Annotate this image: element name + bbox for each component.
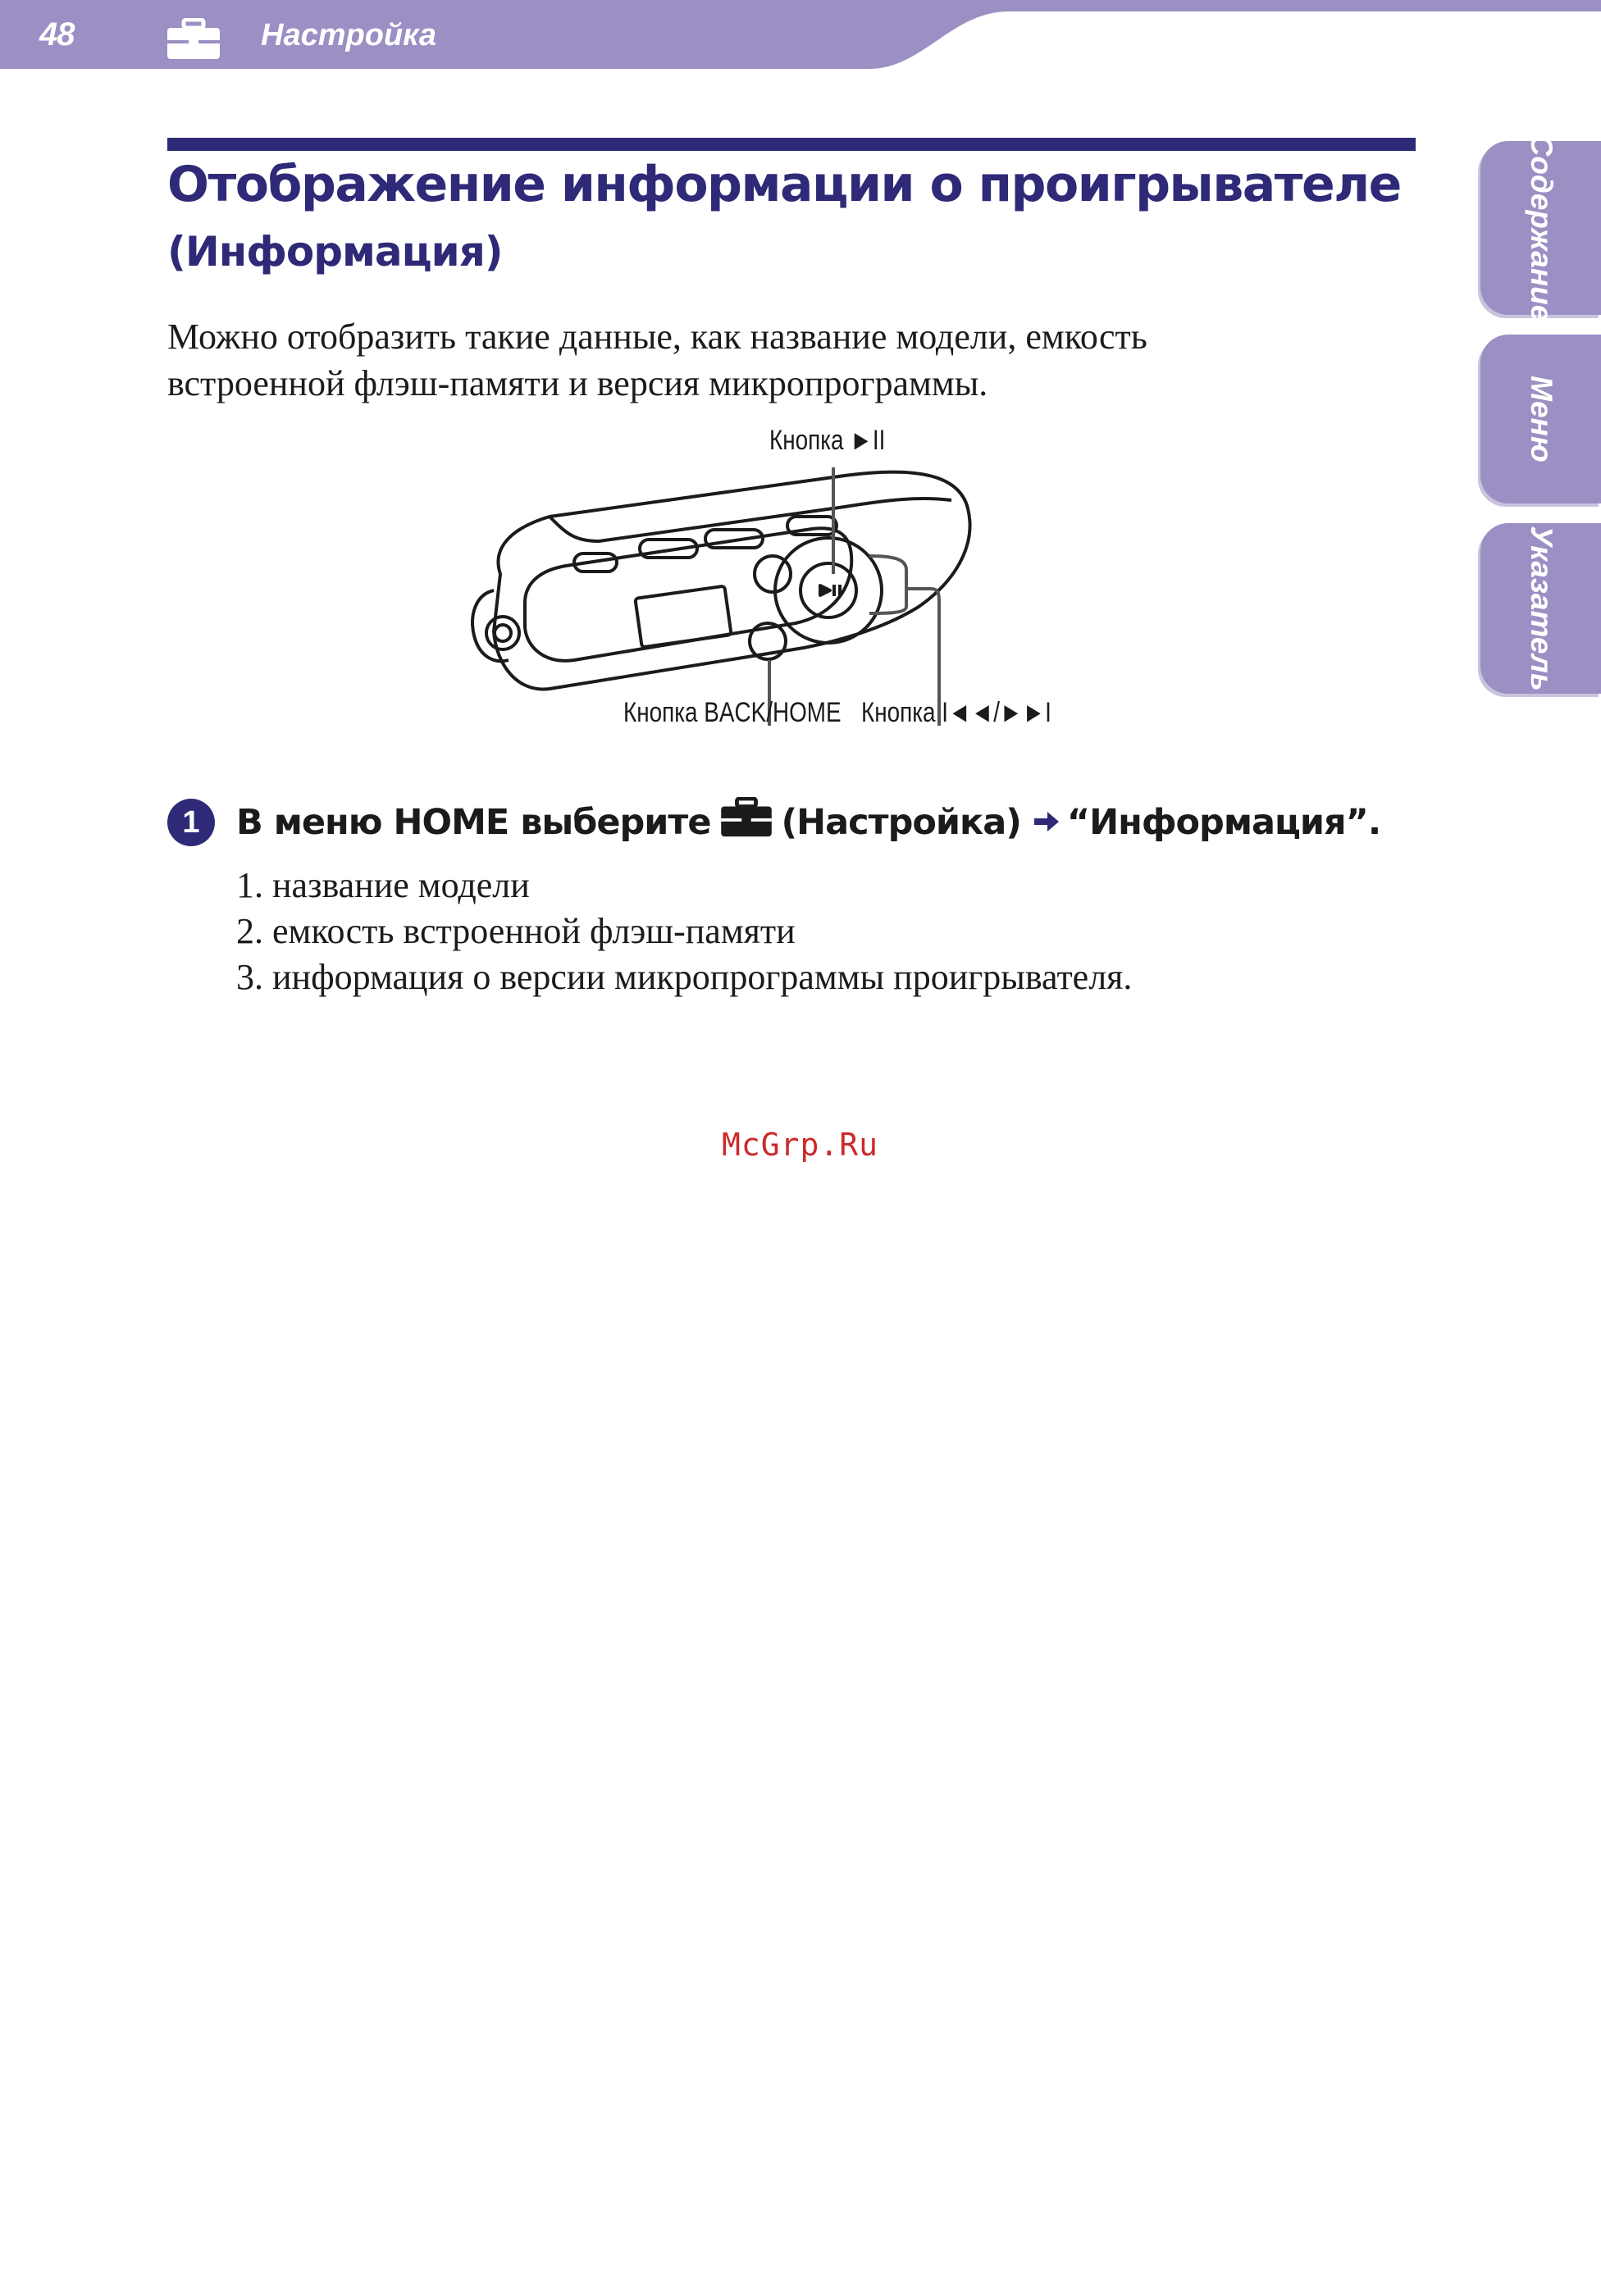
label-prev-next-button: Кнопка I◄◄/►►I [861,697,1051,728]
list-item: 2. емкость встроенной флэш-памяти [236,911,796,951]
title-rule [167,138,1416,151]
player-illustration [459,418,1083,750]
page-title: Отображение информации о проигрывателе [167,156,1401,213]
label-back-home-button: Кнопка BACK/HOME [623,697,842,728]
arrow-right-icon [1033,802,1060,843]
watermark: McGrp.Ru [722,1127,879,1163]
tab-menu-label: Меню [1524,376,1558,462]
page-number: 48 [39,16,75,52]
step-text-target: “Информация”. [1066,801,1381,843]
list-item: 1. название модели [236,865,530,905]
tab-index-label: Указатель [1524,526,1558,691]
toolbox-icon [719,797,773,847]
tab-menu[interactable] [1480,335,1601,503]
list-item: 3. информация о версии микропрограммы проигрывателя. [236,957,1133,997]
label-play-pause-button: Кнопка ►II [769,425,886,456]
page-subtitle: (Информация) [167,228,503,276]
intro-line: встроенной флэш-памяти и версия микропрограммы. [167,363,988,403]
step-number-badge: 1 [167,799,215,846]
result-list [236,863,1132,1000]
step-instruction [236,797,1380,847]
page-header [0,0,1601,74]
tab-index[interactable] [1480,523,1601,694]
header-band [0,0,1601,74]
step-text-before: В меню HOME выберите [236,801,711,843]
section-title: Настройка [261,18,436,52]
tab-contents[interactable] [1480,134,1601,322]
intro-line: Можно отобразить такие данные, как название модели, емкость [167,317,1147,357]
step-text-setting: (Настройка) [781,801,1021,843]
intro-paragraph [167,313,1430,407]
tab-contents-label: Содержание [1524,134,1558,322]
